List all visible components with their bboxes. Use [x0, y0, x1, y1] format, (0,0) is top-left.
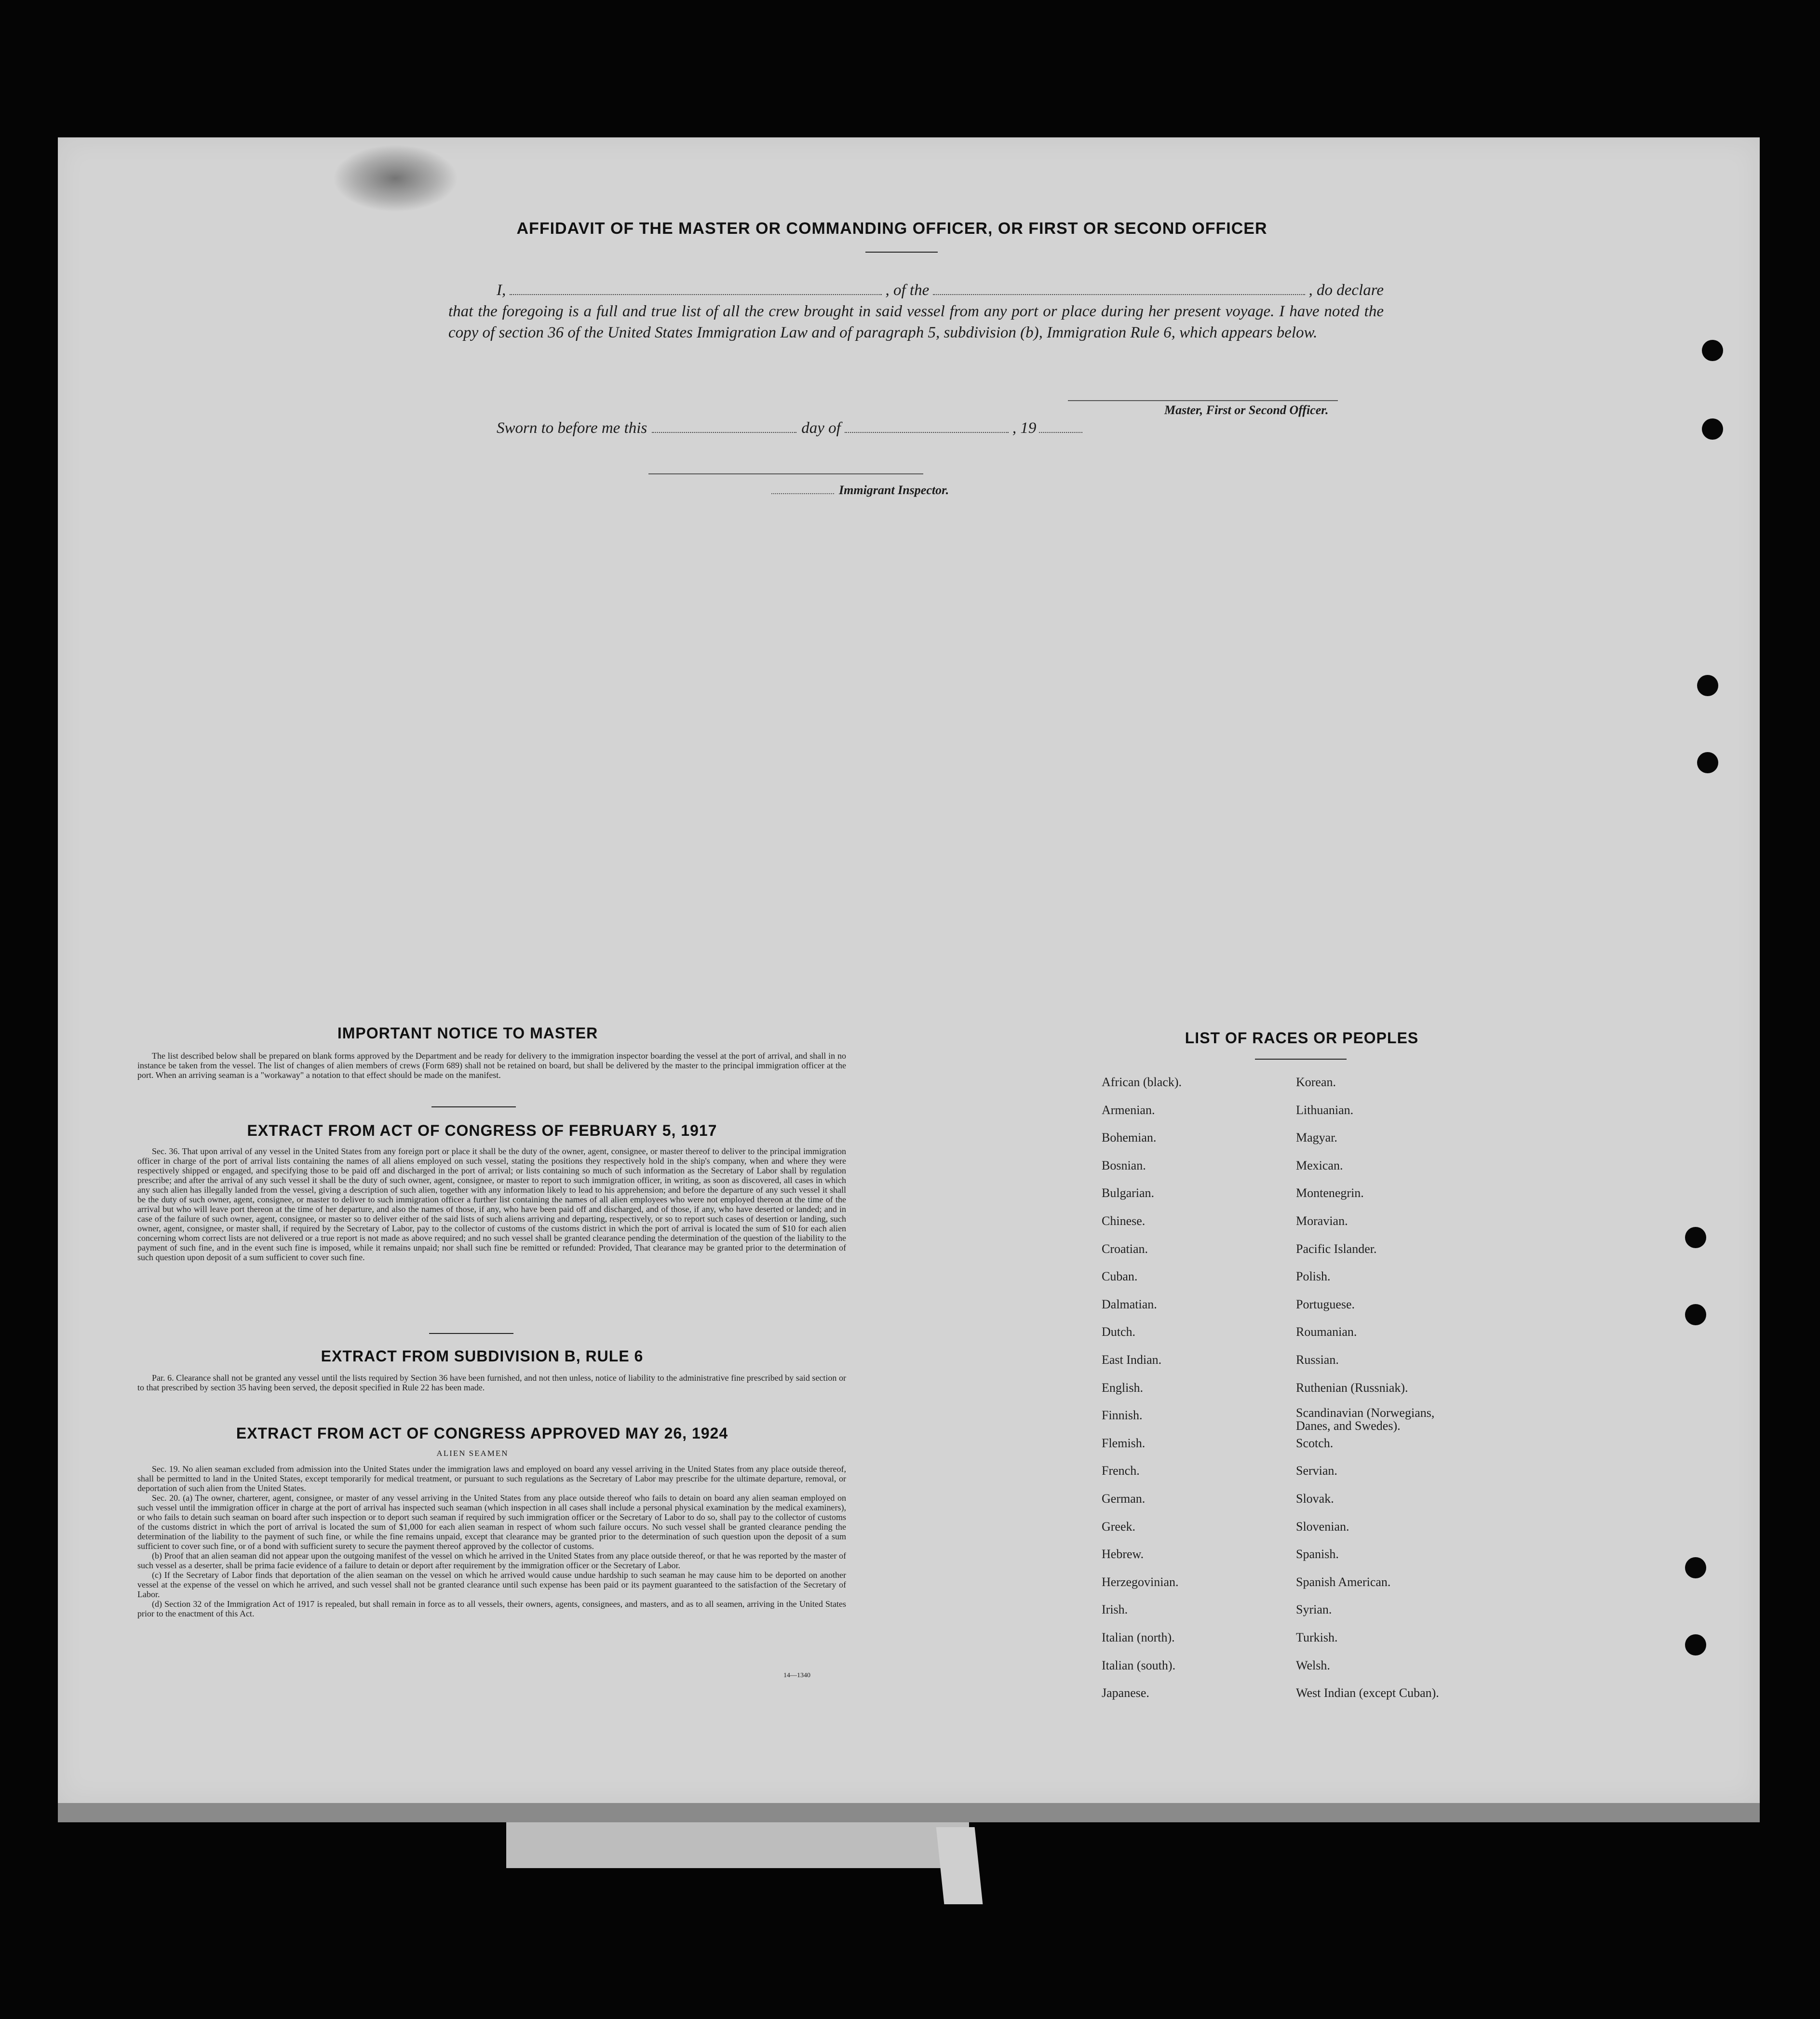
race-item: Magyar. — [1296, 1131, 1337, 1145]
race-item: Cuban. — [1102, 1269, 1138, 1284]
extract-1917-title: EXTRACT FROM ACT OF CONGRESS OF FEBRUARY 5, 1917 — [247, 1122, 717, 1139]
race-item: Lithuanian. — [1296, 1103, 1354, 1117]
inspector-signature-line — [648, 473, 923, 474]
race-item: Syrian. — [1296, 1602, 1332, 1617]
of-the-label: , of the — [885, 282, 930, 299]
day-of-label: day of — [801, 419, 841, 437]
inspector-dots — [771, 485, 834, 494]
race-item: Welsh. — [1296, 1658, 1330, 1672]
vessel-blank — [933, 283, 1305, 295]
race-item: Finnish. — [1102, 1408, 1143, 1423]
race-item: Bosnian. — [1102, 1158, 1146, 1172]
master-signature-line — [1068, 400, 1338, 401]
affidavit-title-rule — [865, 252, 938, 253]
affidavit-body — [448, 280, 1384, 343]
race-item: African (black). — [1102, 1075, 1182, 1089]
binder-hole-6 — [1685, 1304, 1706, 1325]
sec-20a-paragraph: Sec. 20. (a) The owner, charterer, agent, consignee, or master of any vessel arriving in the United States from any place outside thereof who fails to detain on board any alien seaman employed on such vessel until the immigration officer in charge at the port of arrival has inspected such seaman (which inspection in all cases shall include a personal physical examination by the medical examiners), or who fails to detain such seaman on board after such inspection or to deport such seaman if required by such immigration officer or the Secretary of Labor to do so, shall pay to the collector of customs of the customs district in which the port of arrival is located the sum of $1,000 for each alien seaman in respect of whom such failure occurs. No such vessel shall be granted clearance pending the determination of the liability to the payment of such fine, or while the fine remains unpaid, except that clearance may be granted prior to the determination of such question upon the deposit of a sum sufficient to cover such fine, or of a bond with sufficient surety to secure the payment thereof approved by the collector of customs. — [137, 1493, 846, 1551]
sworn-line — [497, 419, 1082, 437]
race-item: Greek. — [1102, 1519, 1136, 1534]
race-item: Ruthenian (Russniak). — [1296, 1380, 1408, 1395]
inspector-signature-label — [771, 483, 949, 498]
notice-rule — [431, 1106, 516, 1107]
par-6-paragraph: Par. 6. Clearance shall not be granted any vessel until the lists required by Section 36 have been furnished, and not then unless, notice of liability to the administrative fine prescribed by said section or to that prescribed by section 35 having been served, the deposit specified in Rule 22 has been made. — [137, 1373, 846, 1392]
race-item: Dalmatian. — [1102, 1297, 1157, 1311]
binder-hole-4 — [1697, 752, 1718, 773]
race-item: French. — [1102, 1464, 1140, 1478]
alien-seamen-subtitle: ALIEN SEAMEN — [436, 1449, 509, 1458]
master-signature-label: Master, First or Second Officer. — [1164, 403, 1329, 417]
race-item: Bulgarian. — [1102, 1186, 1155, 1200]
binder-hole-2 — [1702, 418, 1723, 440]
sec-19-paragraph: Sec. 19. No alien seaman excluded from admission into the United States under the immigration laws and employed on board any vessel arriving in the United States from any place outside thereof, shall be permitted to land in the United States, except temporarily for medical treatment, or pursuant to such regulations as the Secretary of Labor may prescribe for the ultimate departure, removal, or deportation of such alien from the United States. — [137, 1464, 846, 1493]
race-item: Japanese. — [1102, 1686, 1149, 1700]
affidavit-i-label: I, — [497, 282, 506, 299]
races-title-rule — [1255, 1059, 1347, 1060]
sworn-label: Sworn to before me this — [497, 419, 647, 437]
extract-1924-text — [137, 1464, 846, 1618]
form-number: 14—1340 — [783, 1672, 810, 1679]
race-item: Moravian. — [1296, 1214, 1348, 1228]
race-item: Italian (south). — [1102, 1658, 1176, 1672]
sheet-lower-edge — [58, 1803, 1760, 1822]
section-36-paragraph: Sec. 36. That upon arrival of any vessel in the United States from any foreign port or place it shall be the duty of the owner, agent, consignee, or master thereof to deliver to the principal immigration officer in charge of the port of arrival lists containing the names of all aliens employed on such vessel, stating the positions they respectively hold in the ship's company, when and where they were respectively shipped or engaged, and specifying those to be paid off and discharged in the port of arrival; or lists containing so much of such information as the Secretary of Labor shall by regulation prescribe; and after the arrival of any such vessel it shall be the duty of such owner, agent, consignee, or master to report to such immigration officer, in writing, as soon as discovered, all cases in which any such alien has illegally landed from the vessel, giving a description of such alien, together with any information likely to lead to his apprehension; and before the departure of any such vessel it shall be the duty of such owner, agent, consignee, or master to deliver to such immigration officer a further list containing the names of all alien employees who were not employed thereon at the time of the arrival but who will leave port thereon at the time of her departure, and also the names of those, if any, who have been paid off and discharged, and of those, if any, who have deserted or landed; and in case of the failure of such owner, agent, consignee, or master so to deliver either of the said lists of such aliens arriving and departing, respectively, or so to report such cases of desertion or landing, such owner, agent, consignee, or master shall, if required by the Secretary of Labor, pay to the collector of customs of the customs district in which the port of arrival is located the sum of $10 for each alien concerning whom correct lists are not delivered or a true report is not made as above required; and no such vessel shall be granted clearance pending the determination of the question of the liability to the payment of such fine, and in the event such fine is imposed, while it remains unpaid; nor shall such fine be remitted or refunded: Provided, That clearance may be granted prior to the determination of such question upon deposit of a sum sufficient to cover such fine. — [137, 1146, 846, 1262]
race-item: Servian. — [1296, 1464, 1337, 1478]
torn-paper-fragment — [936, 1827, 983, 1904]
extract-1924-title: EXTRACT FROM ACT OF CONGRESS APPROVED MAY 26, 1924 — [236, 1425, 728, 1442]
binder-hole-5 — [1685, 1227, 1706, 1248]
year-prefix-label: , 19 — [1012, 419, 1037, 437]
race-item: Hebrew. — [1102, 1547, 1144, 1561]
notice-paragraph: The list described below shall be prepared on blank forms approved by the Department and be ready for delivery to the immigration inspector boarding the vessel at the port of arrival, and shall in no instance be taken from the vessel. The list of changes of alien members of crews (Form 689) shall not be retained on board, but shall be delivered by the master to the principal immigration officer at the port. When an arriving seaman is a "workaway" a notation to that effect should be made on the manifest. — [137, 1051, 846, 1080]
race-item: Roumanian. — [1296, 1325, 1357, 1339]
affidavit-first-line — [448, 280, 1384, 301]
affidavit-title: AFFIDAVIT OF THE MASTER OR COMMANDING OFFICER, OR FIRST OR SECOND OFFICER — [516, 219, 1267, 238]
affidavit-declaration-text: that the foregoing is a full and true list of all the crew brought in said vessel from any port or place during her present voyage. I have noted the copy of section 36 of the United States Immigration Law and of paragraph 5, subdivision (b), Immigration Rule 6, which appears below. — [448, 303, 1384, 341]
race-item: Portuguese. — [1296, 1297, 1355, 1311]
race-item: Bohemian. — [1102, 1131, 1157, 1145]
race-item: Spanish. — [1296, 1547, 1339, 1561]
do-declare-label: , do declare — [1308, 282, 1384, 299]
race-item: Montenegrin. — [1296, 1186, 1364, 1200]
extract-rule6-text — [137, 1373, 846, 1392]
race-item: Pacific Islander. — [1296, 1241, 1377, 1256]
notice-text — [137, 1051, 846, 1080]
race-item: Herzegovinian. — [1102, 1575, 1179, 1589]
sworn-year-blank — [1039, 421, 1082, 433]
race-item: Slovak. — [1296, 1492, 1334, 1506]
sworn-month-blank — [845, 421, 1009, 433]
race-item: Korean. — [1296, 1075, 1336, 1089]
race-item: West Indian (except Cuban). — [1296, 1686, 1439, 1700]
race-item: Turkish. — [1296, 1630, 1338, 1644]
race-item: Chinese. — [1102, 1214, 1146, 1228]
binder-hole-3 — [1697, 675, 1718, 696]
race-item: Polish. — [1296, 1269, 1331, 1284]
extract-rule6-title: EXTRACT FROM SUBDIVISION B, RULE 6 — [321, 1347, 644, 1365]
race-item: Mexican. — [1296, 1158, 1343, 1172]
faded-stamp — [333, 145, 458, 212]
race-item: Italian (north). — [1102, 1630, 1175, 1644]
extract-1917-rule — [429, 1333, 513, 1334]
sec-20d-paragraph: (d) Section 32 of the Immigration Act of 1917 is repealed, but shall remain in force as to all vessels, their owners, agents, consignees, and masters, and as to all seamen, arriving in the United States prior to the enactment of this Act. — [137, 1599, 846, 1618]
race-item: East Indian. — [1102, 1353, 1162, 1367]
sec-20c-paragraph: (c) If the Secretary of Labor finds that deportation of the alien seaman on the vessel on which he arrived would cause undue hardship to such seaman he may cause him to be deported on another vessel at the expense of the vessel on which he arrived, and such vessel shall not be granted clearance until such expense has been paid or its payment guaranteed to the satisfaction of the Secretary of Labor. — [137, 1570, 846, 1599]
name-blank — [510, 283, 881, 295]
race-item: Scandinavian (Norwegians, Danes, and Swedes). — [1296, 1406, 1435, 1433]
race-item: Russian. — [1296, 1353, 1339, 1367]
inspector-label: Immigrant Inspector. — [839, 483, 949, 497]
binder-hole-7 — [1685, 1557, 1706, 1578]
binder-hole-1 — [1702, 340, 1723, 361]
race-item: Armenian. — [1102, 1103, 1155, 1117]
race-item: Flemish. — [1102, 1436, 1146, 1450]
binder-hole-8 — [1685, 1634, 1706, 1656]
race-item: English. — [1102, 1380, 1143, 1395]
underlying-page — [506, 1822, 969, 1868]
race-item: Spanish American. — [1296, 1575, 1391, 1589]
race-item: German. — [1102, 1492, 1146, 1506]
race-item: Croatian. — [1102, 1241, 1148, 1256]
race-item: Scotch. — [1296, 1436, 1334, 1450]
race-item: Slovenian. — [1296, 1519, 1349, 1534]
notice-title: IMPORTANT NOTICE TO MASTER — [337, 1024, 598, 1042]
race-item: Dutch. — [1102, 1325, 1136, 1339]
sec-20b-paragraph: (b) Proof that an alien seaman did not appear upon the outgoing manifest of the vessel on which he arrived in the United States from any place outside thereof, or that he was reported by the master of such vessel as a deserter, shall be prima facie evidence of a failure to detain or deport after requirement by the immigration officer or the Secretary of Labor. — [137, 1551, 846, 1570]
race-item: Irish. — [1102, 1602, 1128, 1617]
races-title: LIST OF RACES OR PEOPLES — [1185, 1029, 1419, 1047]
sworn-day-blank — [652, 421, 796, 433]
extract-1917-text — [137, 1146, 846, 1262]
